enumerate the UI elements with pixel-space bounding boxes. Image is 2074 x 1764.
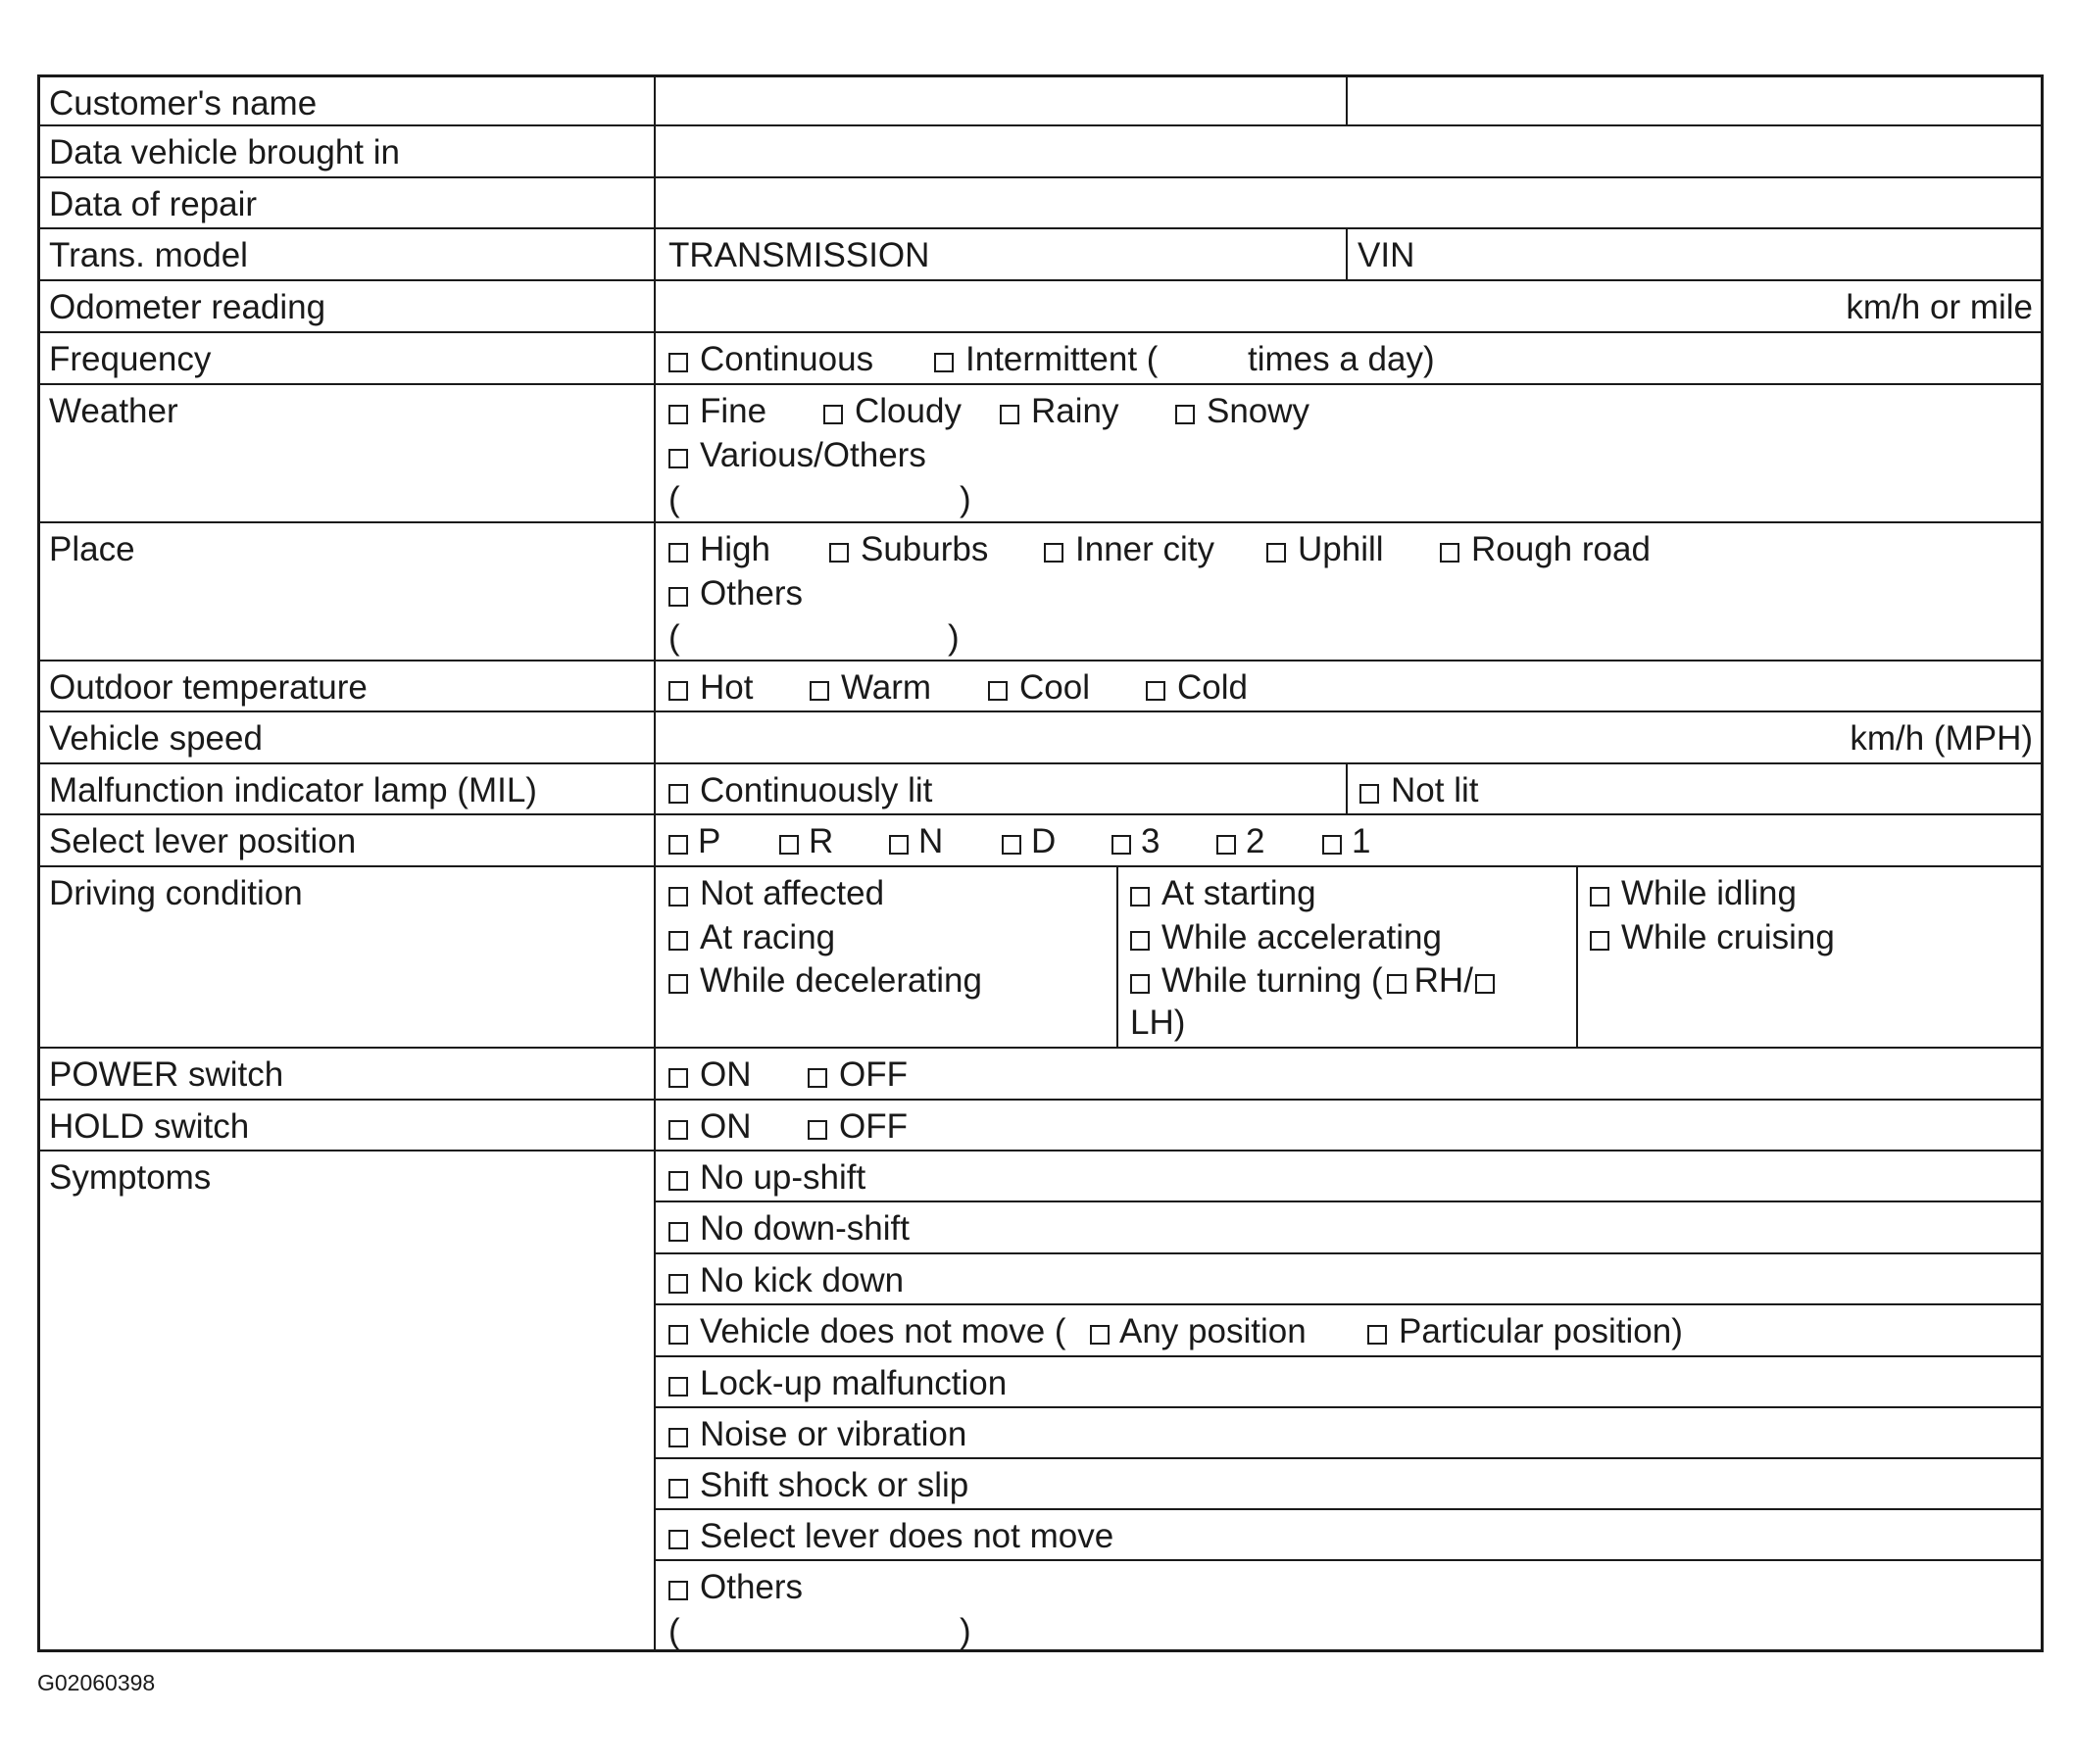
date-in-field[interactable] <box>656 126 2041 176</box>
place-uphill-option[interactable]: Uphill <box>1266 527 1384 571</box>
symptom-noise-option[interactable]: Noise or vibration <box>668 1412 966 1456</box>
checkbox-icon[interactable] <box>668 1428 688 1447</box>
temp-cool-option[interactable]: Cool <box>988 665 1090 710</box>
row-frequency <box>40 333 2041 385</box>
mil-not-lit-option[interactable]: Not lit <box>1359 768 1478 812</box>
lever-n-option[interactable]: N <box>889 819 943 863</box>
checkbox-icon[interactable] <box>668 1479 688 1498</box>
temp-hot-option[interactable]: Hot <box>668 665 753 710</box>
symptom-row <box>656 1254 2041 1305</box>
row-weather <box>40 385 2041 523</box>
row-power-switch <box>40 1049 2041 1101</box>
symptom-shift-shock-option[interactable]: Shift shock or slip <box>668 1463 968 1507</box>
row-mil <box>40 764 2041 815</box>
checkbox-icon[interactable] <box>668 1325 688 1345</box>
checkbox-icon[interactable] <box>668 587 688 607</box>
checkbox-icon[interactable] <box>668 353 688 372</box>
checkbox-icon[interactable] <box>668 1581 688 1600</box>
symptom-vehicle-not-move-option[interactable]: Vehicle does not move ( <box>668 1309 1066 1353</box>
checkbox-icon[interactable] <box>1175 405 1195 424</box>
row-customer-name <box>40 77 2041 126</box>
temp-warm-option[interactable]: Warm <box>810 665 931 710</box>
checkbox-icon[interactable] <box>1440 543 1459 563</box>
checkbox-icon[interactable] <box>808 1068 827 1088</box>
checkbox-icon[interactable] <box>1002 835 1021 855</box>
checkbox-icon[interactable] <box>810 681 829 701</box>
vin-label: VIN <box>1358 236 1415 274</box>
place-other-paren-close: ) <box>948 618 960 657</box>
row-trans-model <box>40 229 2041 281</box>
row-select-lever <box>40 815 2041 867</box>
figure-id: G02060398 <box>37 1670 156 1695</box>
vehicle-speed-field[interactable] <box>656 712 2041 762</box>
weather-rainy-option[interactable]: Rainy <box>1000 389 1118 433</box>
select-lever-label: Select lever position <box>40 815 656 865</box>
lever-d-option[interactable]: D <box>1002 819 1056 863</box>
checkbox-icon[interactable] <box>889 835 909 855</box>
checkbox-icon[interactable] <box>934 353 954 372</box>
frequency-continuous-option[interactable]: Continuous <box>668 337 873 381</box>
driving-while-turning-option[interactable]: While turning ( RH/ <box>1130 958 1495 1003</box>
row-driving-condition <box>40 867 2041 1049</box>
checkbox-icon[interactable] <box>823 405 843 424</box>
symptom-row <box>656 1561 2041 1649</box>
row-vehicle-speed <box>40 712 2041 764</box>
customer-name-label: Customer's name <box>40 77 656 124</box>
checkbox-icon[interactable] <box>779 835 799 855</box>
hold-switch-label: HOLD switch <box>40 1101 656 1150</box>
checkbox-icon[interactable] <box>668 1274 688 1294</box>
weather-fine-option[interactable]: Fine <box>668 389 766 433</box>
symptom-row <box>656 1408 2041 1459</box>
driving-divider-2 <box>1576 867 1578 1047</box>
lever-3-option[interactable]: 3 <box>1111 819 1160 863</box>
hold-on-option[interactable]: ON <box>668 1104 752 1149</box>
checkbox-icon[interactable] <box>668 1377 688 1396</box>
driving-condition-label: Driving condition <box>40 867 656 1047</box>
date-in-label: Data vehicle brought in <box>40 126 656 176</box>
checkbox-icon[interactable] <box>668 974 688 994</box>
power-on-option[interactable]: ON <box>668 1053 752 1097</box>
checkbox-icon[interactable] <box>1367 1325 1387 1345</box>
row-symptoms <box>40 1152 2041 1649</box>
place-inner-city-option[interactable]: Inner city <box>1044 527 1214 571</box>
transmission-label: TRANSMISSION <box>668 236 930 274</box>
symptom-particular-position-option[interactable]: Particular position) <box>1367 1309 1683 1353</box>
odometer-unit: km/h or mile <box>1846 288 2033 326</box>
place-high-option[interactable]: High <box>668 527 770 571</box>
times-a-day-label: times a day) <box>1248 340 1435 378</box>
checkbox-icon[interactable] <box>988 681 1008 701</box>
symptoms-label: Symptoms <box>40 1152 656 1649</box>
checkbox-icon[interactable] <box>668 1120 688 1140</box>
power-switch-label: POWER switch <box>40 1049 656 1099</box>
outdoor-temperature-label: Outdoor temperature <box>40 662 656 710</box>
checkbox-icon[interactable] <box>668 543 688 563</box>
row-odometer <box>40 281 2041 333</box>
symptom-row <box>656 1357 2041 1408</box>
mil-divider <box>1346 764 1348 813</box>
trans-model-field[interactable] <box>656 229 2041 279</box>
symptom-row <box>656 1152 2041 1202</box>
checkbox-icon[interactable] <box>668 405 688 424</box>
diagnostic-worksheet <box>37 74 2044 1652</box>
symptom-row <box>656 1202 2041 1254</box>
date-repair-label: Data of repair <box>40 178 656 227</box>
driving-while-cruising-option[interactable]: While cruising <box>1590 915 1835 959</box>
odometer-label: Odometer reading <box>40 281 656 331</box>
customer-name-field[interactable] <box>656 77 2041 124</box>
checkbox-icon[interactable] <box>1266 543 1286 563</box>
symptom-lockup-option[interactable]: Lock-up malfunction <box>668 1361 1007 1405</box>
driving-while-decelerating-option[interactable]: While decelerating <box>668 958 982 1003</box>
place-others-option[interactable]: Others <box>668 571 803 615</box>
weather-other-paren-close: ) <box>960 480 971 518</box>
odometer-field[interactable] <box>656 281 2041 331</box>
checkbox-icon[interactable] <box>808 1120 827 1140</box>
lever-2-option[interactable]: 2 <box>1216 819 1264 863</box>
row-place <box>40 523 2041 662</box>
checkbox-icon[interactable] <box>1090 1325 1110 1345</box>
trans-model-label: Trans. model <box>40 229 656 279</box>
trans-model-divider <box>1346 229 1348 279</box>
hold-off-option[interactable]: OFF <box>808 1104 908 1149</box>
checkbox-icon[interactable] <box>668 1171 688 1191</box>
power-off-option[interactable]: OFF <box>808 1053 908 1097</box>
place-suburbs-option[interactable]: Suburbs <box>829 527 988 571</box>
checkbox-icon[interactable] <box>1130 931 1150 951</box>
symptom-lever-not-move-option[interactable]: Select lever does not move <box>668 1514 1113 1558</box>
checkbox-icon[interactable] <box>668 681 688 701</box>
driving-lh-label: LH) <box>1130 1004 1186 1042</box>
checkbox-icon[interactable] <box>1590 931 1609 951</box>
place-label: Place <box>40 523 656 660</box>
checkbox-icon[interactable] <box>1216 835 1236 855</box>
symptom-any-position-option[interactable]: Any position <box>1090 1309 1307 1353</box>
symptom-no-kickdown-option[interactable]: No kick down <box>668 1258 904 1302</box>
driving-while-idling-option[interactable]: While idling <box>1590 871 1797 915</box>
row-outdoor-temperature <box>40 662 2041 712</box>
checkbox-icon[interactable] <box>1322 835 1342 855</box>
lever-r-option[interactable]: R <box>779 819 833 863</box>
driving-at-starting-option[interactable]: At starting <box>1130 871 1316 915</box>
weather-cloudy-option[interactable]: Cloudy <box>823 389 962 433</box>
lever-p-option[interactable]: P <box>668 819 720 863</box>
checkbox-icon[interactable] <box>668 1222 688 1242</box>
checkbox-icon[interactable] <box>1146 681 1165 701</box>
weather-various-option[interactable]: Various/Others <box>668 433 926 477</box>
weather-other-paren-open: ( <box>668 480 680 518</box>
checkbox-icon[interactable] <box>668 1530 688 1549</box>
symptom-other-paren-close: ) <box>960 1612 971 1650</box>
vehicle-speed-label: Vehicle speed <box>40 712 656 762</box>
checkbox-icon[interactable] <box>668 1068 688 1088</box>
symptom-other-paren-open: ( <box>668 1612 680 1650</box>
weather-label: Weather <box>40 385 656 521</box>
checkbox-icon[interactable] <box>1359 784 1379 804</box>
customer-name-divider <box>1346 77 1348 124</box>
checkbox-icon[interactable] <box>829 543 849 563</box>
frequency-label: Frequency <box>40 333 656 383</box>
checkbox-icon[interactable] <box>668 449 688 468</box>
mil-label: Malfunction indicator lamp (MIL) <box>40 764 656 813</box>
symptom-no-downshift-option[interactable]: No down-shift <box>668 1206 910 1250</box>
weather-snowy-option[interactable]: Snowy <box>1175 389 1309 433</box>
checkbox-icon[interactable] <box>668 931 688 951</box>
checkbox-icon[interactable] <box>1130 887 1150 906</box>
driving-not-affected-option[interactable]: Not affected <box>668 871 884 915</box>
frequency-intermittent-option[interactable]: Intermittent ( <box>934 337 1158 381</box>
symptom-no-upshift-option[interactable]: No up-shift <box>668 1155 865 1200</box>
place-other-paren-open: ( <box>668 618 680 657</box>
symptom-row <box>656 1305 2041 1357</box>
lever-1-option[interactable]: 1 <box>1322 819 1370 863</box>
lh-checkbox-icon[interactable] <box>1475 974 1495 994</box>
mil-continuously-lit-option[interactable]: Continuously lit <box>668 768 932 812</box>
checkbox-icon[interactable] <box>1130 974 1150 994</box>
row-date-repair <box>40 178 2041 229</box>
symptom-others-option[interactable]: Others <box>668 1565 803 1609</box>
checkbox-icon[interactable] <box>1111 835 1131 855</box>
symptom-row <box>656 1510 2041 1561</box>
checkbox-icon[interactable] <box>668 835 688 855</box>
rh-checkbox-icon[interactable] <box>1387 974 1407 994</box>
row-date-in <box>40 126 2041 178</box>
checkbox-icon[interactable] <box>1044 543 1063 563</box>
temp-cold-option[interactable]: Cold <box>1146 665 1248 710</box>
checkbox-icon[interactable] <box>668 887 688 906</box>
vehicle-speed-unit: km/h (MPH) <box>1850 719 2033 758</box>
symptom-row <box>656 1459 2041 1510</box>
date-repair-field[interactable] <box>656 178 2041 227</box>
driving-divider-1 <box>1116 867 1118 1047</box>
place-rough-road-option[interactable]: Rough road <box>1440 527 1651 571</box>
driving-while-accelerating-option[interactable]: While accelerating <box>1130 915 1442 959</box>
driving-at-racing-option[interactable]: At racing <box>668 915 835 959</box>
checkbox-icon[interactable] <box>1000 405 1019 424</box>
row-hold-switch <box>40 1101 2041 1152</box>
checkbox-icon[interactable] <box>1590 887 1609 906</box>
checkbox-icon[interactable] <box>668 784 688 804</box>
